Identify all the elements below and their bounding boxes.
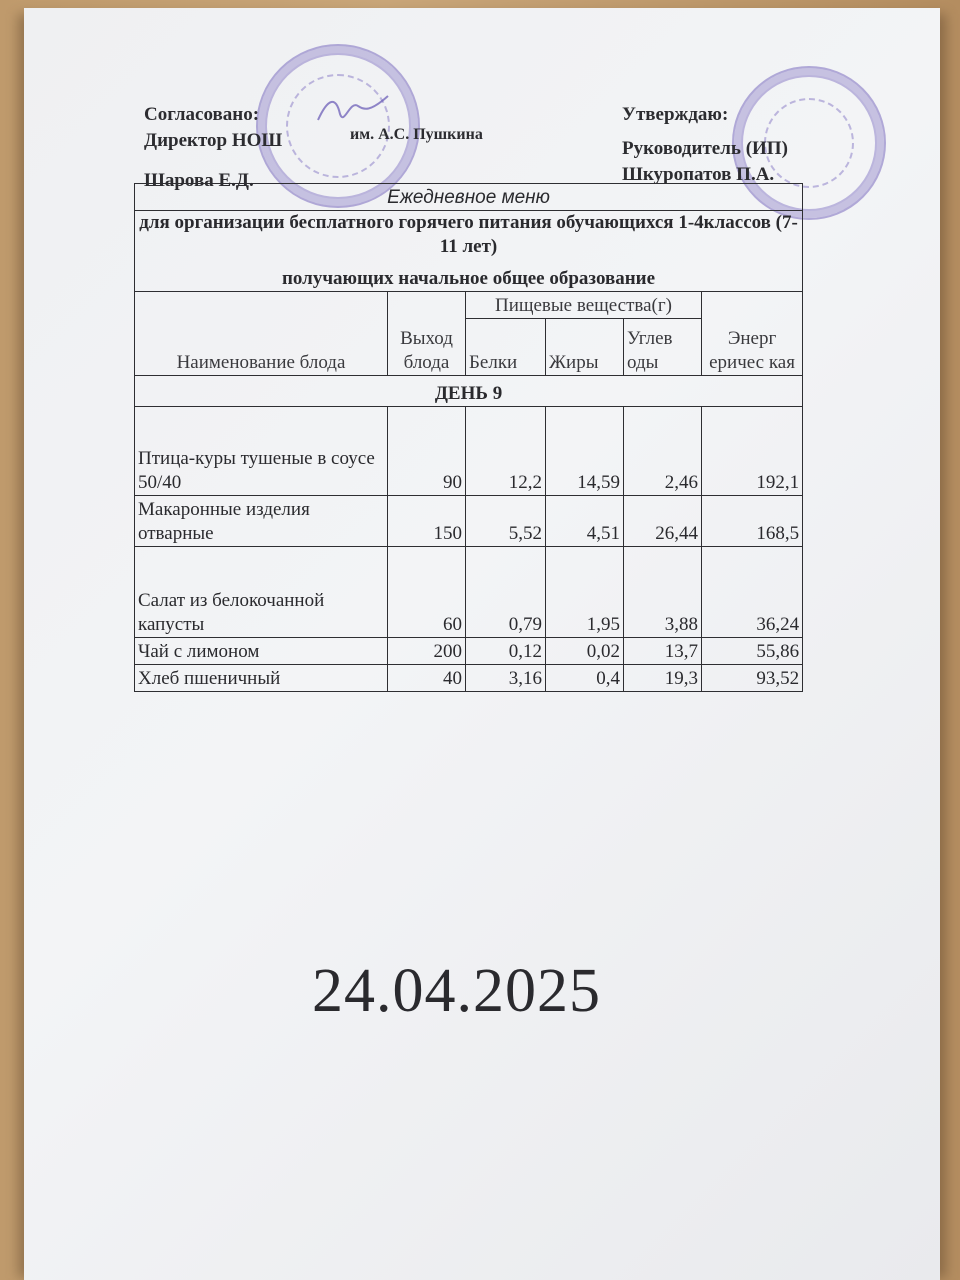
dish-carbs: 19,3 [624,665,702,692]
head-label: Руководитель (ИП) [622,138,788,159]
director-label: Директор НОШ [144,130,283,151]
col-nutrients: Пищевые вещества(г) [466,292,702,319]
col-fat: Жиры [546,319,624,376]
head-name: Шкуропатов П.А. [622,164,775,185]
dish-name: Салат из белокочанной капусты [135,547,388,638]
table-row [135,547,803,638]
dish-fat: 4,51 [546,496,624,547]
dish-carbs: 3,88 [624,547,702,638]
dish-protein: 0,79 [466,547,546,638]
col-yield: Выход блода [388,292,466,376]
approve-label: Утверждаю: [622,104,729,125]
menu-subtitle-2: получающих начальное общее образование [281,268,656,289]
dish-fat: 14,59 [546,407,624,496]
menu-date: 24.04.2025 [312,957,601,1025]
director-name: Шарова Е.Д. [144,170,254,191]
table-row [135,665,803,692]
dish-fat: 0,02 [546,638,624,665]
dish-energy: 36,24 [702,547,803,638]
col-name: Наименование блода [135,292,388,376]
dish-yield: 60 [388,547,466,638]
dish-fat: 0,4 [546,665,624,692]
dish-fat: 1,95 [546,547,624,638]
col-energy: Энерг еричес кая [702,292,803,376]
table-row [135,496,803,547]
dish-yield: 200 [388,638,466,665]
dish-energy: 168,5 [702,496,803,547]
dish-energy: 93,52 [702,665,803,692]
dish-energy: 192,1 [702,407,803,496]
table-row [135,407,803,496]
menu-table [134,183,803,692]
school-name: им. А.С. Пушкина [350,126,483,143]
dish-protein: 12,2 [466,407,546,496]
dish-protein: 5,52 [466,496,546,547]
dish-carbs: 2,46 [624,407,702,496]
dish-protein: 0,12 [466,638,546,665]
dish-name: Хлеб пшеничный [135,665,388,692]
table-row [135,638,803,665]
document-page [24,8,940,1280]
menu-title-row [135,184,803,211]
dish-carbs: 26,44 [624,496,702,547]
dish-yield: 40 [388,665,466,692]
column-header-row [135,292,803,319]
agreed-label: Согласовано: [144,104,260,125]
menu-subtitle-1: для организации бесплатного горячего питания обучающихся 1-4классов (7-11 лет) [139,212,798,257]
day-label: ДЕНЬ 9 [135,376,803,407]
day-row [135,376,803,407]
dish-yield: 90 [388,407,466,496]
menu-subtitle-row [135,211,803,292]
dish-yield: 150 [388,496,466,547]
dish-name: Макаронные изделия отварные [135,496,388,547]
dish-protein: 3,16 [466,665,546,692]
menu-title: Ежедневное меню [135,184,803,211]
dish-name: Чай с лимоном [135,638,388,665]
col-protein: Белки [466,319,546,376]
dish-carbs: 13,7 [624,638,702,665]
col-carbs: Углев оды [624,319,702,376]
dish-energy: 55,86 [702,638,803,665]
dish-name: Птица-куры тушеные в соусе 50/40 [135,407,388,496]
